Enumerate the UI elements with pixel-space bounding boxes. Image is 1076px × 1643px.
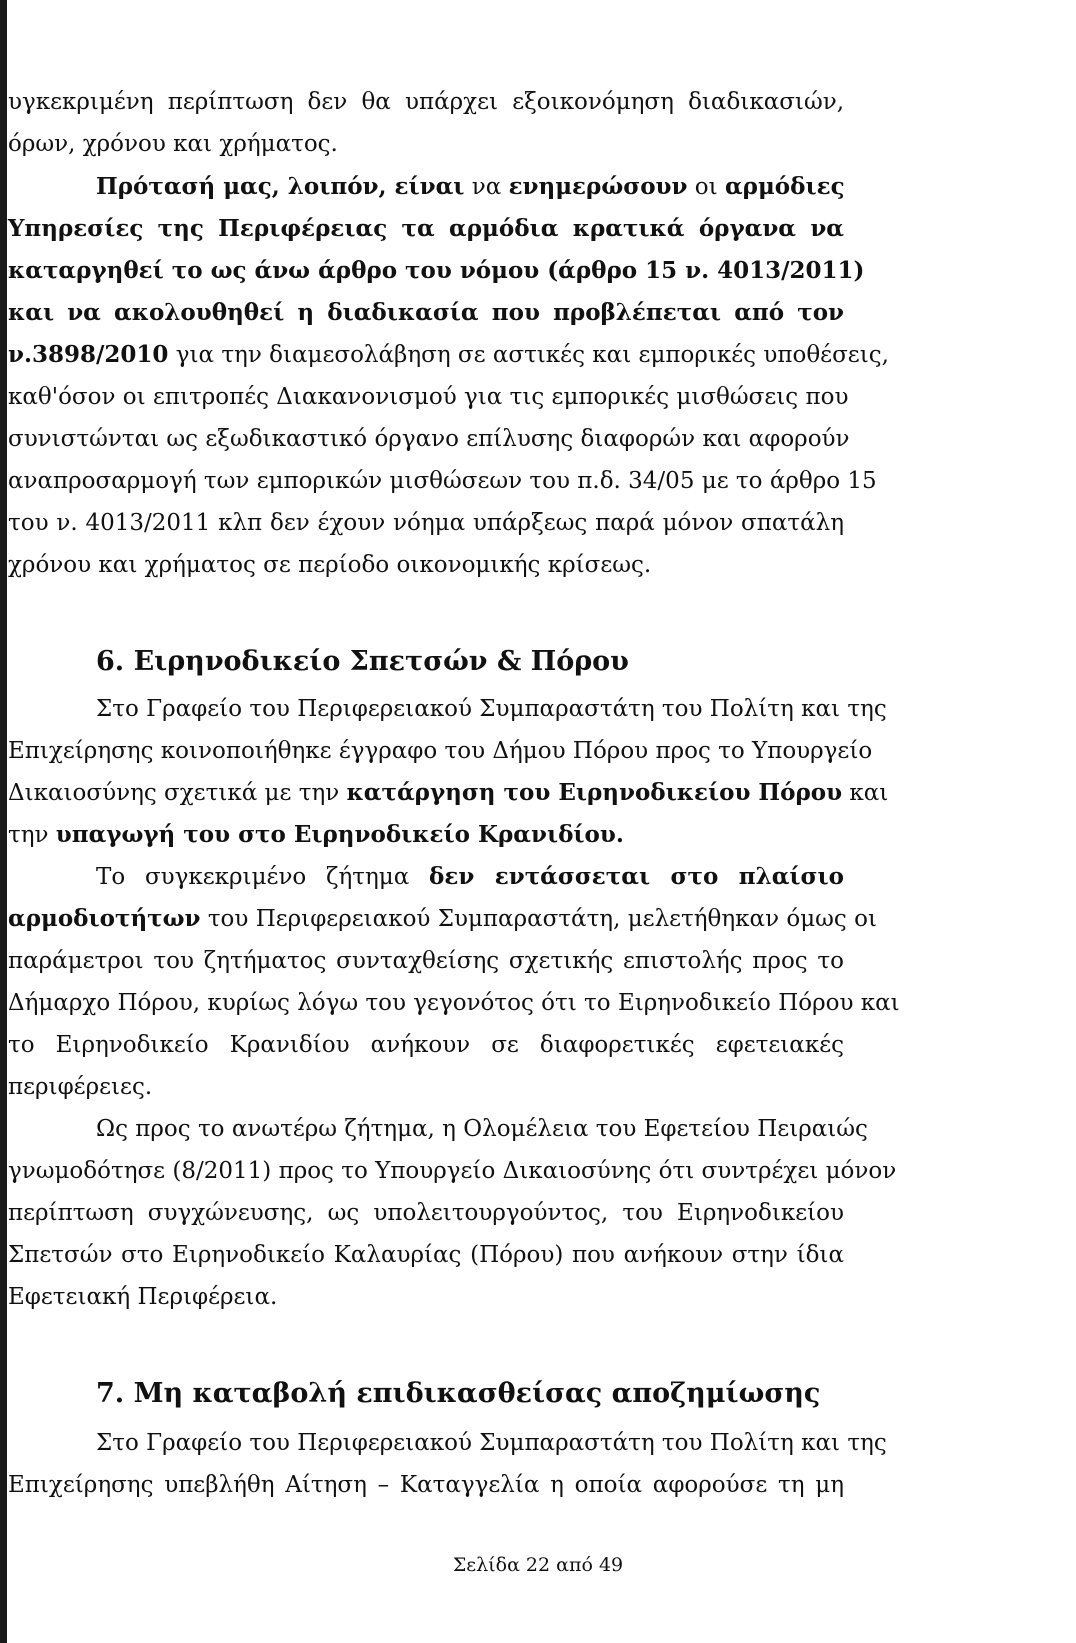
- proposal-line-5: [8, 339, 889, 371]
- text-line: αναπροσαρμογή των εμπορικών μισθώσεων του π.δ. 34/05 με το άρθρο 15: [8, 468, 877, 494]
- text-line: Επιχείρησης κοινοποιήθηκε έγγραφο του Δήμου Πόρου προς το Υπουργείο: [8, 738, 873, 764]
- text-line: το Ειρηνοδικείο Κρανιδίου ανήκουν σε διαφορετικές εφετειακές: [8, 1032, 844, 1058]
- proposal-line-2: Υπηρεσίες της Περιφέρειας τα αρμόδια κρατικά όργανα να: [8, 215, 844, 242]
- text-line: χρόνου και χρήματος σε περίοδο οικονομικής κρίσεως.: [8, 552, 652, 578]
- text-line: συνιστώνται ως εξωδικαστικό όργανο επίλυσης διαφορών και αφορούν: [8, 426, 850, 452]
- bold-text: αρμόδιες: [724, 173, 845, 200]
- text-line: Ως προς το ανωτέρω ζήτημα, η Ολομέλεια του Εφετείου Πειραιώς: [96, 1116, 868, 1142]
- text-span: Δικαιοσύνης σχετικά με την: [8, 780, 347, 806]
- text-span: την: [8, 822, 56, 848]
- text-line: Σπετσών στο Ειρηνοδικείο Καλαυρίας (Πόρου) που ανήκουν στην ίδια: [8, 1242, 844, 1268]
- text-line: [8, 903, 877, 935]
- text-span: για την διαμεσολάβηση σε αστικές και εμπορικές υποθέσεις,: [168, 342, 889, 368]
- text-line: περιφέρειες.: [8, 1074, 153, 1100]
- page-number-footer: Σελίδα 22 από 49: [452, 1554, 624, 1576]
- bold-text: ν.3898/2010: [8, 341, 169, 368]
- section-7-heading: 7. Μη καταβολή επιδικασθείσας αποζημίωσης: [96, 1378, 821, 1409]
- text-span: να: [464, 174, 509, 200]
- text-line: [8, 777, 889, 809]
- text-line: Στο Γραφείο του Περιφερειακού Συμπαραστάτη του Πολίτη και της: [96, 696, 887, 722]
- text-line: Δήμαρχο Πόρου, κυρίως λόγω του γεγονότος ότι το Ειρηνοδικείο Πόρου και: [8, 990, 900, 1016]
- bold-text: υπαγωγή του στο Ειρηνοδικείο Κρανιδίου.: [55, 821, 624, 848]
- bold-text: δεν εντάσσεται στο πλαίσιο: [429, 863, 844, 890]
- bold-text: κατάργηση του Ειρηνοδικείου Πόρου: [346, 779, 843, 806]
- proposal-line-1: [96, 171, 844, 203]
- text-line: καθ'όσον οι επιτροπές Διακανονισμού για τις εμπορικές μισθώσεις που: [8, 384, 849, 410]
- text-line: υγκεκριμένη περίπτωση δεν θα υπάρχει εξοικονόμηση διαδικασιών,: [8, 89, 844, 115]
- text-line: [8, 819, 844, 851]
- text-span: Το συγκεκριμένο ζήτημα: [96, 864, 430, 890]
- text-span: του Περιφερειακού Συμπαραστάτη, μελετήθηκαν όμως οι: [200, 906, 877, 932]
- text-line: Στο Γραφείο του Περιφερειακού Συμπαραστάτη του Πολίτη και της: [96, 1430, 887, 1456]
- text-line: του ν. 4013/2011 κλπ δεν έχουν νόημα υπάρξεως παρά μόνον σπατάλη: [8, 510, 844, 536]
- bold-text: Πρότασή μας, λοιπόν, είναι: [96, 173, 465, 200]
- bold-text: αρμοδιοτήτων: [8, 905, 201, 932]
- text-line: γνωμοδότησε (8/2011) προς το Υπουργείο Δικαιοσύνης ότι συντρέχει μόνον: [8, 1158, 897, 1184]
- text-line: όρων, χρόνου και χρήματος.: [8, 131, 338, 157]
- section-6-heading: 6. Ειρηνοδικείο Σπετσών & Πόρου: [96, 646, 629, 677]
- text-span: οι: [687, 174, 725, 200]
- text-span: και: [842, 780, 889, 806]
- proposal-line-4: και να ακολουθηθεί η διαδικασία που προβλέπεται από τον: [8, 299, 844, 326]
- text-line: περίπτωση συγχώνευσης, ως υπολειτουργούντος, του Ειρηνοδικείου: [8, 1200, 844, 1226]
- text-line: [96, 861, 844, 893]
- proposal-line-3: καταργηθεί το ως άνω άρθρο του νόμου (άρθρο 15 ν. 4013/2011): [8, 257, 865, 284]
- text-line: Εφετειακή Περιφέρεια.: [8, 1284, 278, 1310]
- bold-text: ενημερώσουν: [508, 173, 688, 200]
- text-line: παράμετροι του ζητήματος συνταχθείσης σχετικής επιστολής προς το: [8, 948, 844, 974]
- text-line: Επιχείρησης υπεβλήθη Αίτηση – Καταγγελία η οποία αφορούσε τη μη: [8, 1472, 844, 1498]
